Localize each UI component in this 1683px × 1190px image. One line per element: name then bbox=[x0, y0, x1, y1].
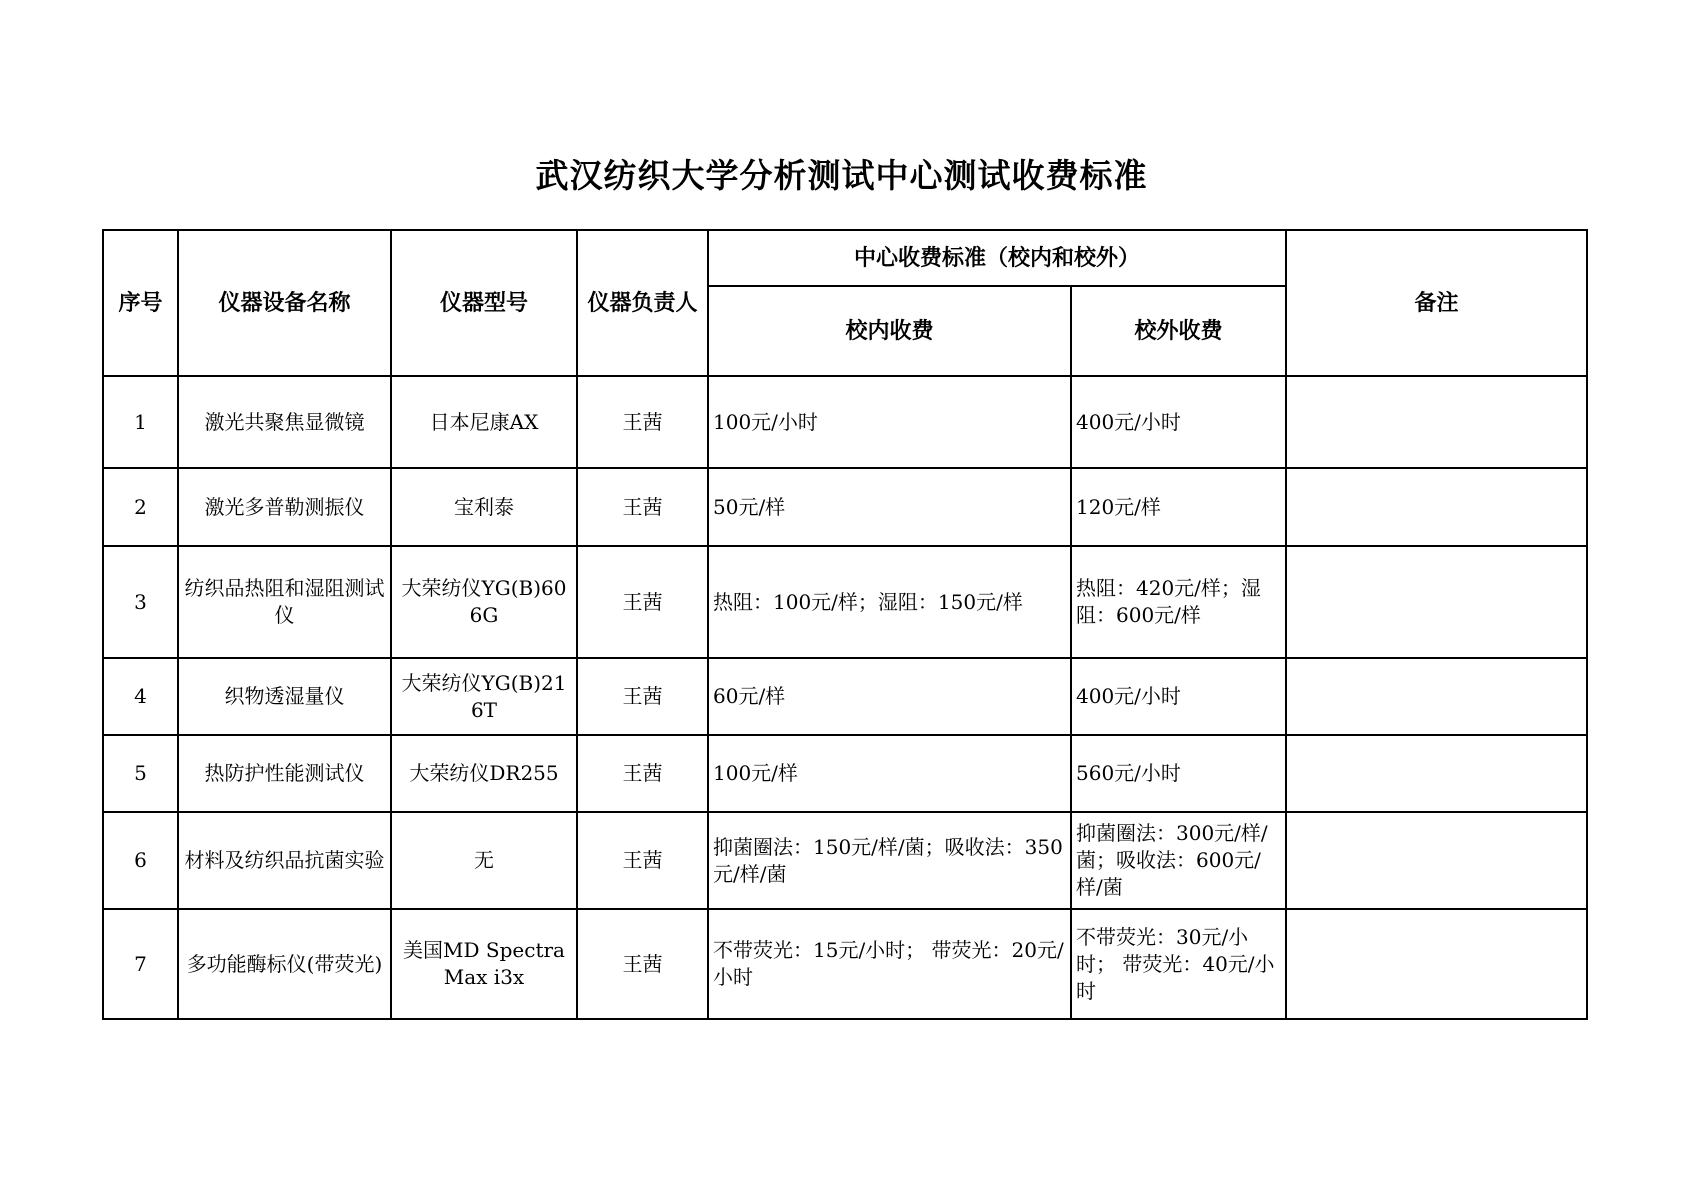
cell-external: 400元/小时 bbox=[1071, 376, 1286, 468]
table-row bbox=[103, 812, 1587, 909]
cell-remark bbox=[1286, 909, 1587, 1019]
table-row bbox=[103, 658, 1587, 735]
header-owner: 仪器负责人 bbox=[577, 230, 708, 376]
header-fee-group: 中心收费标准（校内和校外） bbox=[708, 230, 1286, 286]
cell-internal: 抑菌圈法：150元/样/菌；吸收法：350元/样/菌 bbox=[708, 812, 1071, 909]
cell-model: 美国MD SpectraMax i3x bbox=[391, 909, 577, 1019]
cell-owner: 王茜 bbox=[577, 658, 708, 735]
cell-owner: 王茜 bbox=[577, 812, 708, 909]
table-row bbox=[103, 909, 1587, 1019]
cell-name: 材料及纺织品抗菌实验 bbox=[178, 812, 391, 909]
cell-model: 大荣纺仪YG(B)216T bbox=[391, 658, 577, 735]
cell-model: 宝利泰 bbox=[391, 468, 577, 546]
page-title: 武汉纺织大学分析测试中心测试收费标准 bbox=[535, 156, 1148, 195]
cell-external: 120元/样 bbox=[1071, 468, 1286, 546]
header-name: 仪器设备名称 bbox=[178, 230, 391, 376]
header-remark: 备注 bbox=[1286, 230, 1587, 376]
cell-name: 多功能酶标仪(带荧光) bbox=[178, 909, 391, 1019]
cell-name: 纺织品热阻和湿阻测试仪 bbox=[178, 546, 391, 658]
table-row bbox=[103, 735, 1587, 812]
cell-remark bbox=[1286, 468, 1587, 546]
cell-index: 7 bbox=[103, 909, 178, 1019]
cell-name: 激光多普勒测振仪 bbox=[178, 468, 391, 546]
cell-index: 6 bbox=[103, 812, 178, 909]
cell-remark bbox=[1286, 735, 1587, 812]
cell-index: 1 bbox=[103, 376, 178, 468]
cell-name: 热防护性能测试仪 bbox=[178, 735, 391, 812]
cell-model: 大荣纺仪DR255 bbox=[391, 735, 577, 812]
cell-internal: 100元/小时 bbox=[708, 376, 1071, 468]
cell-remark bbox=[1286, 546, 1587, 658]
cell-external: 560元/小时 bbox=[1071, 735, 1286, 812]
cell-internal: 100元/样 bbox=[708, 735, 1071, 812]
header-index: 序号 bbox=[103, 230, 178, 376]
table-row bbox=[103, 546, 1587, 658]
cell-model: 日本尼康AX bbox=[391, 376, 577, 468]
cell-index: 5 bbox=[103, 735, 178, 812]
cell-index: 2 bbox=[103, 468, 178, 546]
cell-internal: 热阻：100元/样；湿阻：150元/样 bbox=[708, 546, 1071, 658]
header-external: 校外收费 bbox=[1071, 286, 1286, 376]
cell-model: 大荣纺仪YG(B)606G bbox=[391, 546, 577, 658]
cell-name: 织物透湿量仪 bbox=[178, 658, 391, 735]
cell-external: 不带荧光：30元/小时； 带荧光：40元/小时 bbox=[1071, 909, 1286, 1019]
cell-owner: 王茜 bbox=[577, 735, 708, 812]
cell-index: 4 bbox=[103, 658, 178, 735]
cell-internal: 50元/样 bbox=[708, 468, 1071, 546]
cell-internal: 不带荧光：15元/小时； 带荧光：20元/小时 bbox=[708, 909, 1071, 1019]
cell-remark bbox=[1286, 812, 1587, 909]
cell-name: 激光共聚焦显微镜 bbox=[178, 376, 391, 468]
cell-index: 3 bbox=[103, 546, 178, 658]
cell-remark bbox=[1286, 658, 1587, 735]
cell-external: 热阻：420元/样；湿阻：600元/样 bbox=[1071, 546, 1286, 658]
table-row bbox=[103, 468, 1587, 546]
cell-remark bbox=[1286, 376, 1587, 468]
cell-external: 400元/小时 bbox=[1071, 658, 1286, 735]
table-row bbox=[103, 376, 1587, 468]
cell-external: 抑菌圈法：300元/样/菌；吸收法：600元/样/菌 bbox=[1071, 812, 1286, 909]
cell-internal: 60元/样 bbox=[708, 658, 1071, 735]
cell-owner: 王茜 bbox=[577, 546, 708, 658]
header-model: 仪器型号 bbox=[391, 230, 577, 376]
cell-owner: 王茜 bbox=[577, 376, 708, 468]
header-internal: 校内收费 bbox=[708, 286, 1071, 376]
fee-table bbox=[102, 229, 1588, 1020]
cell-owner: 王茜 bbox=[577, 909, 708, 1019]
cell-owner: 王茜 bbox=[577, 468, 708, 546]
cell-model: 无 bbox=[391, 812, 577, 909]
